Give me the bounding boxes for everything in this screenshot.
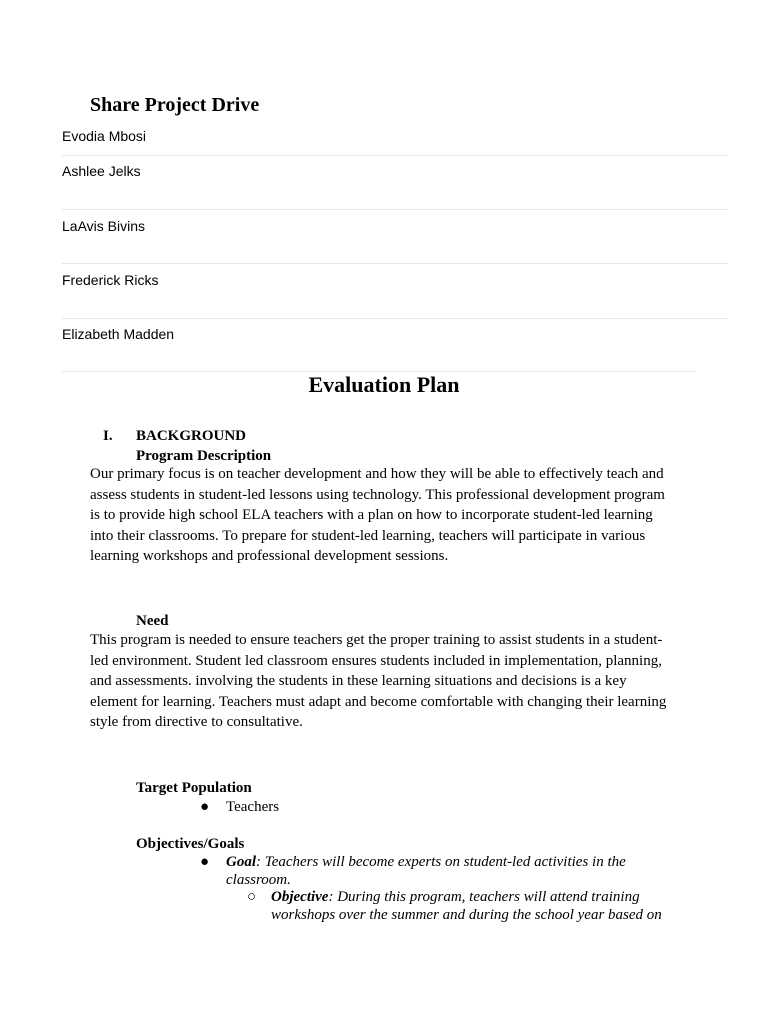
divider (62, 318, 728, 319)
objectives-heading: Objectives/Goals (136, 836, 245, 852)
target-population-heading: Target Population (136, 780, 252, 796)
objective-label: Objective (271, 889, 329, 905)
paragraph-line: This program is needed to ensure teachers get the proper training to assist students in a student- (90, 632, 663, 648)
program-description-paragraph (90, 464, 680, 567)
paragraph-line: led environment. Student led classroom ensures students included in implementation, planning, (90, 652, 662, 669)
member-name: Evodia Mbosi (62, 128, 147, 144)
paragraph-line: is to provide high school ELA teachers with a plan on how to incorporate student-led learning (90, 507, 653, 523)
divider (62, 155, 728, 156)
bullet-hollow-icon: ○ (247, 889, 257, 905)
member-name: Elizabeth Madden (62, 326, 175, 342)
paragraph-line: and assessments. involving the students in these learning situations and decisions is a key (90, 673, 627, 689)
paragraph-line: assess students in student-led lessons using technology. This professional development program (90, 486, 665, 503)
objective-text-line: : During this program, teachers will attend training (328, 889, 640, 905)
paragraph-line: into their classrooms. To prepare for student-led learning, teachers will participate in various (90, 527, 646, 544)
goal-text-line: : Teachers will become experts on student-led activities in the (256, 854, 626, 870)
paragraph-line: learning workshops and professional development sessions. (90, 548, 449, 564)
objective-text-line: workshops over the summer and during the school year based on (271, 907, 662, 923)
paragraph-line: element for learning. Teachers must adapt and become comfortable with changing their learning (90, 693, 667, 710)
program-description-heading: Program Description (136, 448, 272, 464)
section-heading: BACKGROUND (136, 428, 247, 444)
need-paragraph (90, 630, 680, 733)
document-title: Evaluation Plan (308, 372, 460, 397)
need-heading: Need (136, 613, 169, 629)
objective-item (271, 888, 640, 906)
member-name: LaAvis Bivins (62, 218, 146, 234)
paragraph-line: style from directive to consultative. (90, 714, 303, 730)
goal-item (226, 853, 626, 871)
member-name: Frederick Ricks (62, 272, 159, 288)
divider (62, 209, 728, 210)
member-name: Ashlee Jelks (62, 163, 141, 179)
divider (62, 263, 728, 264)
bullet-filled-icon: ● (200, 799, 210, 815)
section-numeral: I. (103, 428, 113, 444)
bullet-filled-icon: ● (200, 854, 210, 870)
goal-text-line: classroom. (226, 872, 291, 888)
target-population-item: Teachers (226, 799, 280, 815)
paragraph-line: Our primary focus is on teacher development and how they will be able to effectively teach and (90, 466, 664, 482)
goal-label: Goal (226, 854, 256, 870)
page-title: Share Project Drive (90, 94, 260, 116)
